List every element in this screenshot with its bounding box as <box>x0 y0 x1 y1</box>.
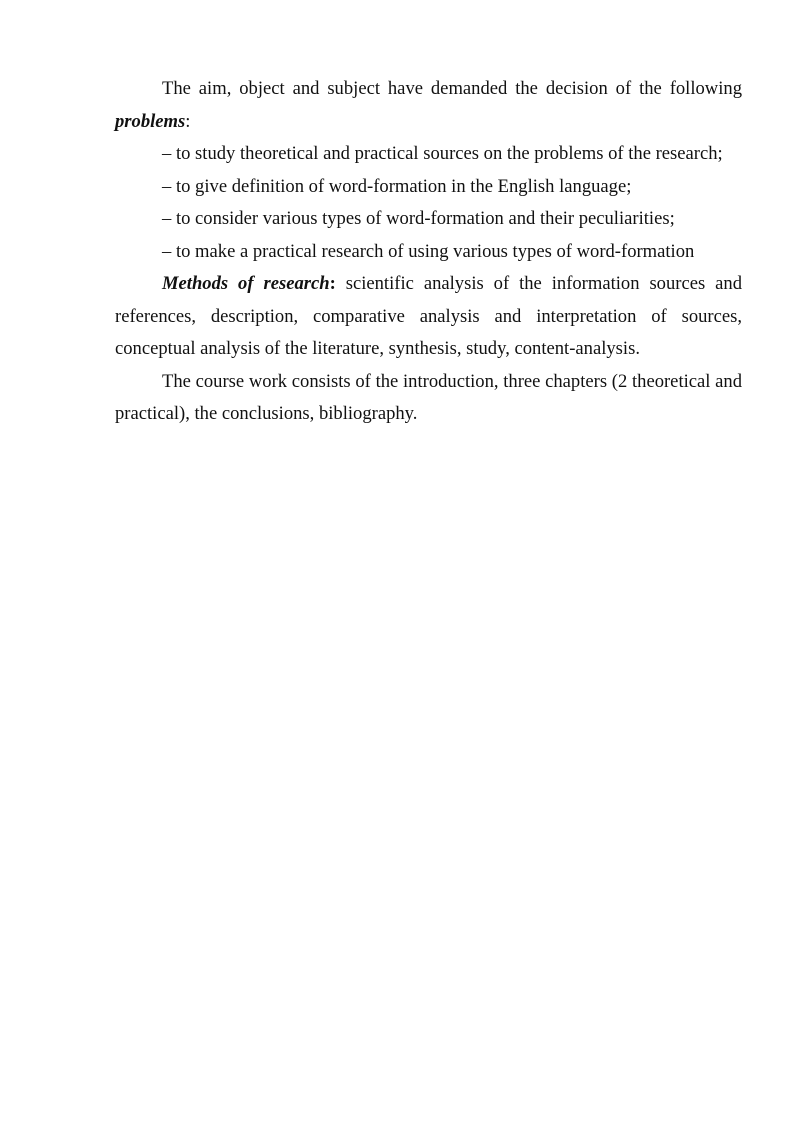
intro-text: The aim, object and subject have demanded the decision of the following <box>162 78 742 99</box>
structure-text: The course work consists of the introduction, three chapters (2 theoretical and practical), the conclusions, bibliography. <box>115 370 742 424</box>
methods-label: Methods of research <box>162 273 330 294</box>
intro-colon: : <box>185 110 191 132</box>
methods-text: scientific analysis of the information sources and references, description, comparative analysis and interpretation of sources, conceptual analysis of the literature, synthesis, study, content-analysis. <box>115 273 742 359</box>
problem-item: – to study theoretical and practical sources on the problems of the research; <box>162 143 723 164</box>
problems-emphasis: problems <box>115 110 186 132</box>
intro-paragraph <box>115 73 742 106</box>
problem-item: – to make a practical research of using various types of word-formation <box>162 240 695 262</box>
problem-item: – to consider various types of word-formation and their peculiarities; <box>162 208 675 229</box>
methods-colon: : <box>329 273 336 294</box>
methods-paragraph <box>115 268 742 366</box>
intro-emphasis-line <box>115 106 742 139</box>
structure-paragraph <box>115 366 742 431</box>
problem-item: – to give definition of word-formation in the English language; <box>162 175 632 197</box>
text-block <box>115 73 742 431</box>
